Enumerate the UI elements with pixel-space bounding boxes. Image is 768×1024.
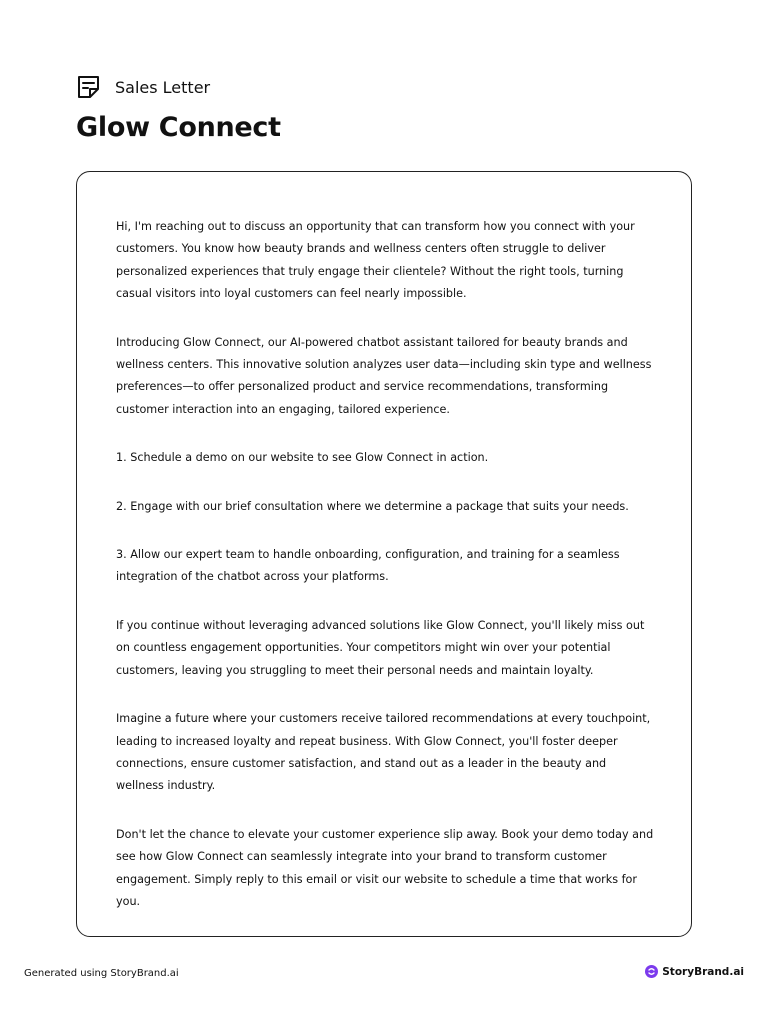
letter-paragraph: Don't let the chance to elevate your customer experience slip away. Book your demo today and see how Glow Connect can seamlessly integrate into your brand to transform customer engagement. Simply reply to this email or visit our website to schedule a time that works for you. [116, 827, 654, 908]
letter-step: 3. Allow our expert team to handle onboarding, configuration, and training for a seamless integration of the chatbot across your platforms. [116, 548, 620, 584]
generated-by-text: Generated using StoryBrand.ai [24, 968, 179, 979]
letter-step: 2. Engage with our brief consultation where we determine a package that suits your needs. [116, 499, 629, 513]
letter-paragraph: Hi, I'm reaching out to discuss an opportunity that can transform how you connect with your customers. You know how beauty brands and wellness centers often struggle to deliver personalized experiences that truly engage their clientele? Without the right tools, turning casual visitors into loyal customers can feel nearly impossible. [116, 220, 635, 301]
letter-paragraph: If you continue without leveraging advanced solutions like Glow Connect, you'll likely miss out on countless engagement opportunities. Your competitors might win over your potential customers, leaving you struggling to meet their personal needs and maintain loyalty. [116, 618, 645, 677]
storybrand-brand-name: StoryBrand.ai [662, 965, 744, 978]
storybrand-logo-icon [645, 965, 658, 978]
letter-paragraph: Imagine a future where your customers receive tailored recommendations at every touchpoint, leading to increased loyalty and repeat business. With Glow Connect, you'll foster deeper connections, ensure customer satisfaction, and stand out as a leader in the beauty and wellness industry. [116, 712, 651, 793]
letter-paragraph: Introducing Glow Connect, our AI-powered chatbot assistant tailored for beauty brands and wellness centers. This innovative solution analyzes user data—including skin type and wellness preferences—to offer personalized product and service recommendations, transforming customer interaction into an engaging, tailored experience. [116, 335, 652, 416]
page-header [76, 72, 696, 143]
storybrand-link[interactable] [645, 965, 744, 978]
page-title: Glow Connect [76, 112, 281, 143]
letter-card [76, 171, 692, 937]
document-type-label: Sales Letter [115, 77, 211, 97]
letter-step: 1. Schedule a demo on our website to see Glow Connect in action. [116, 451, 489, 465]
letter-body [116, 216, 656, 939]
document-icon [76, 74, 102, 100]
document-type-row [76, 72, 696, 102]
